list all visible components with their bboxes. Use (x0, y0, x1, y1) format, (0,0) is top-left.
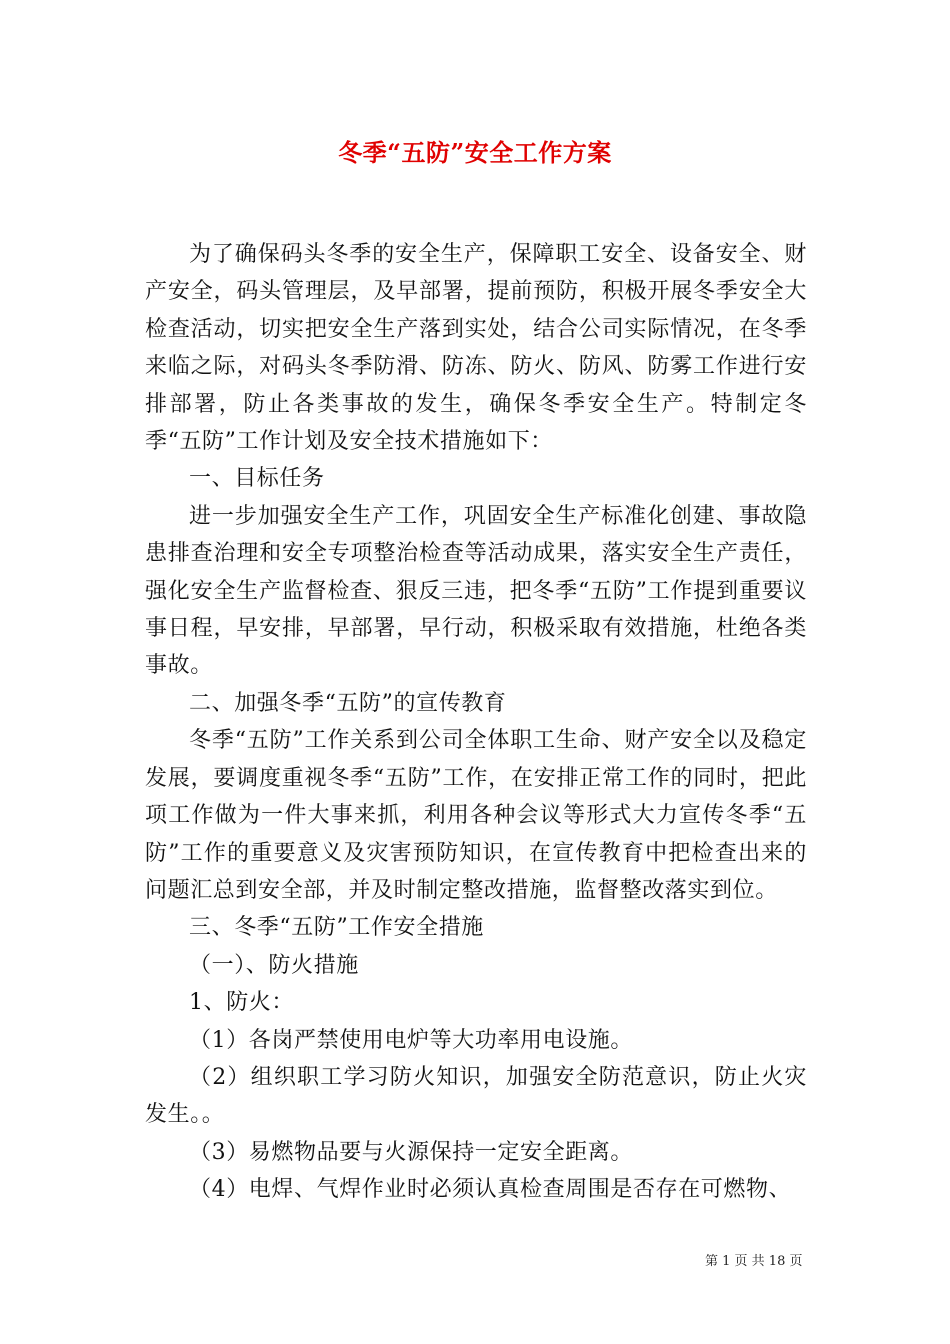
subsection-heading-fire: （一）、防火措施 (189, 952, 359, 978)
section-heading-education: 二、加强冬季“五防”的宣传教育 (189, 690, 507, 716)
item-heading-fire: 1、防火： (189, 990, 294, 1016)
fire-measure-4: （4）电焊、气焊作业时必须认真检查周围是否存在可燃物、 (189, 1177, 792, 1203)
fire-measure-1: （1）各岗严禁使用电炉等大功率用电设施。 (189, 1027, 633, 1053)
page-number: 第 1 页 共 18 页 (705, 1254, 803, 1269)
education-paragraph: 冬季“五防”工作关系到公司全体职工生命、财产安全以及稳定发展，要调度重视冬季“五防”工作，在安排正常工作的同时，把此项工作做为一件大事来抓，利用各种会议等形式大力宣传冬季“五防”工作的重要意义及灾害预防知识，在宣传教育中把检查出来的问题汇总到安全部，并及时制定整改措施，监督整改落实到位。 (145, 728, 807, 903)
fire-measure-3: （3）易燃物品要与火源保持一定安全距离。 (189, 1139, 633, 1165)
document-body (145, 236, 807, 1209)
document-title: 冬季“五防”安全工作方案 (338, 138, 612, 167)
section-heading-measures: 三、冬季“五防”工作安全措施 (189, 915, 484, 941)
fire-measure-2: （2）组织职工学习防火知识，加强安全防范意识，防止火灾发生。。 (145, 1064, 807, 1128)
section-heading-goals: 一、目标任务 (189, 466, 325, 492)
goals-paragraph: 进一步加强安全生产工作，巩固安全生产标准化创建、事故隐患排查治理和安全专项整治检查等活动成果，落实安全生产责任，强化安全生产监督检查、狠反三违，把冬季“五防”工作提到重要议事日程，早安排，早部署，早行动，积极采取有效措施，杜绝各类事故。 (145, 503, 807, 679)
intro-paragraph: 为了确保码头冬季的安全生产，保障职工安全、设备安全、财产安全，码头管理层，及早部署，提前预防，积极开展冬季安全大检查活动，切实把安全生产落到实处，结合公司实际情况，在冬季来临之际，对码头冬季防滑、防冻、防火、防风、防雾工作进行安排部署，防止各类事故的发生，确保冬季安全生产。特制定冬季“五防”工作计划及安全技术措施如下： (145, 242, 807, 455)
